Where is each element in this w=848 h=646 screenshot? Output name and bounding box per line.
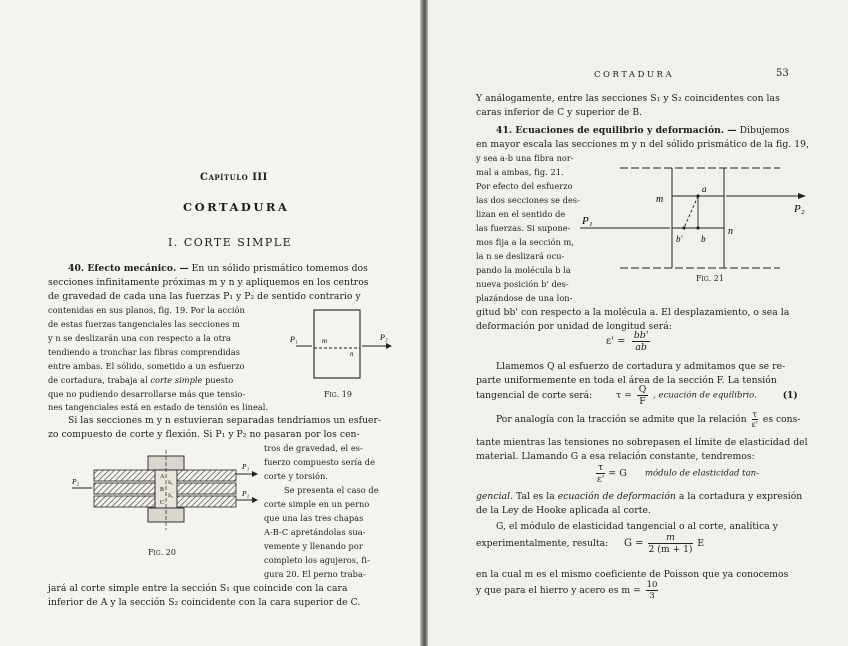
figure-20-caption: Fig. 20 — [148, 548, 176, 557]
text-line: pando la molécula b la — [476, 265, 571, 275]
text-line: nes tangenciales está en estado de tensión es lineal. — [48, 402, 269, 412]
text-line: en mayor escala las secciones m y n del sólido prismático de la fig. 19, — [476, 139, 809, 150]
text-line — [48, 374, 233, 387]
equation-modulus — [596, 462, 759, 485]
figure-label-b: b — [701, 234, 706, 244]
text-line: mos fija a la sección m, — [476, 237, 574, 247]
section-title: I. CORTE SIMPLE — [168, 236, 293, 249]
figure-label-s1: S₁ — [168, 480, 173, 486]
text-span: es cons- — [762, 414, 801, 425]
equation-label: , ecuación de equilibrio. — [653, 390, 757, 401]
text-line — [476, 490, 802, 503]
text-line: gitud bb' con respecto a la molécula a. El desplazamiento, o sea la — [476, 307, 790, 318]
right-page — [428, 0, 848, 646]
left-page — [0, 0, 420, 646]
fraction — [637, 384, 649, 407]
figure-19-caption: Fig. 19 — [324, 390, 352, 399]
fraction-denominator: F — [639, 396, 646, 407]
chapter-label: Capítulo III — [200, 172, 268, 183]
equation-rhs: E — [697, 538, 705, 549]
text-line: plazándose de una lon- — [476, 293, 573, 303]
text-line: Llamemos Q al esfuerzo de cortadura y admitamos que se re- — [496, 361, 786, 372]
paragraph-heading: 41. Ecuaciones de equilibrio y deformación. — — [496, 125, 737, 136]
figure-19 — [286, 306, 396, 402]
text-line: tros de gravedad, el es- — [264, 443, 363, 453]
text-line: contenidas en sus planos, fig. 19. Por la acción — [48, 305, 245, 315]
paragraph-41-line — [496, 124, 789, 137]
figure-label-b: B — [160, 487, 165, 493]
figure-label-n: n — [350, 350, 354, 358]
text-line: deformación por unidad de longitud será: — [476, 321, 672, 332]
equation-label: módulo de elasticidad tan- — [644, 468, 760, 479]
text-line: de estas fuerzas tangenciales las secciones m — [48, 319, 240, 329]
text-line: mal a ambas, fig. 21. — [476, 167, 564, 177]
text-line: corte y torsión. — [264, 471, 328, 481]
fraction-denominator: 3 — [649, 591, 655, 601]
text-line — [496, 410, 800, 429]
figure-20 — [72, 450, 262, 542]
figure-label-p1-right: P₁ — [242, 462, 250, 471]
text-line: las fuerzas. Si supone- — [476, 223, 571, 233]
text-line: fuerzo compuesto sería de — [264, 457, 375, 467]
text-line: la n se deslizará ocu- — [476, 251, 565, 261]
text-span: tangencial de corte será: — [476, 390, 593, 401]
fraction-numerator: Q — [638, 384, 647, 395]
text-line: en la cual m es el mismo coeficiente de Poisson que ya conocemos — [476, 569, 789, 580]
equation-lhs: τ = — [616, 390, 632, 401]
text-span: Tal es la — [513, 491, 558, 502]
fraction — [596, 462, 605, 485]
text-line: material. Llamando G a esa relación constante, tendremos: — [476, 451, 755, 462]
equation-line-g — [476, 532, 704, 555]
text-line: inferior de A y la sección S₂ coincidente con la cara superior de C. — [48, 597, 361, 608]
fraction-numerator: bb' — [633, 330, 649, 341]
emphasis-text: corte simple — [150, 375, 203, 385]
text-line: de gravedad de cada una las fuerzas P₁ y P₂ de sentido contrario y — [48, 291, 361, 302]
running-head: CORTADURA — [594, 70, 675, 80]
text-span: Dibujemos — [739, 125, 790, 136]
text-line: lizan en el sentido de — [476, 209, 566, 219]
text-line: A-B-C apretándolas sua- — [264, 527, 366, 537]
text-line: corte simple en un perno — [264, 499, 370, 509]
paragraph-heading: 40. Efecto mecánico. — — [68, 263, 189, 274]
chapter-title: CORTADURA — [183, 200, 290, 214]
text-line: que no pudiendo desarrollarse más que tensio- — [48, 389, 246, 399]
fraction-denominator: 2 (m + 1) — [648, 544, 693, 555]
text-span: Por analogía con la tracción se admite que la relación — [496, 414, 747, 425]
page-number: 53 — [776, 68, 789, 79]
fraction-denominator: ab — [635, 342, 647, 353]
paragraph-40-line — [68, 262, 368, 275]
text-line: parte uniformemente en toda el área de la sección F. La tensión — [476, 375, 777, 386]
text-line: jará al corte simple entre la sección S₁ que coincide con la cara — [48, 583, 348, 594]
text-line: zo compuesto de corte y flexión. Si P₁ y P₂ no pasaran por los cen- — [48, 429, 360, 440]
figure-label-p1: P₁ — [582, 215, 593, 227]
figure-label-m: m — [656, 194, 664, 205]
equation-line-1 — [476, 384, 798, 407]
text-span: y que para el hierro y acero es m = — [476, 585, 641, 596]
text-line: completo los agujeros, fi- — [264, 555, 370, 565]
figure-label-b-prime: b' — [676, 234, 683, 244]
fraction-numerator: τ — [598, 462, 604, 473]
figure-label-a: a — [702, 184, 707, 194]
text-line: y n se deslizarán una con respecto a la otra — [48, 333, 231, 343]
equation-number: (1) — [782, 390, 798, 401]
text-line: las dos secciones se des- — [476, 195, 580, 205]
text-span: experimentalmente, resulta: — [476, 538, 609, 549]
figure-label-p2: P₂ — [794, 203, 805, 215]
text-line: tendiendo a tronchar las fibras comprendidas — [48, 347, 241, 357]
text-line: y sea a-b una fibra nor- — [476, 153, 574, 163]
figure-label-p1: P₁ — [290, 335, 298, 344]
equation-lhs: G = — [624, 538, 644, 549]
book-gutter — [420, 0, 428, 646]
text-line: vemente y llenando por — [264, 541, 363, 551]
figure-21 — [580, 150, 820, 278]
text-line: Se presenta el caso de — [284, 485, 379, 495]
equation-rhs: = G — [608, 468, 627, 479]
text-line: gura 20. El perno traba- — [264, 569, 366, 579]
text-span: a la cortadura y expresión — [675, 491, 803, 502]
text-line — [476, 580, 658, 601]
text-line: tante mientras las tensiones no sobrepasen el límite de elasticidad del — [476, 437, 808, 448]
figure-21-caption: Fig. 21 — [696, 274, 724, 283]
text-span: de cortadura, trabaja al — [48, 375, 151, 385]
text-line: Por efecto del esfuerzo — [476, 181, 573, 191]
fraction-numerator: m — [648, 532, 692, 544]
emphasis-text: gencial. — [476, 491, 514, 502]
text-line: Si las secciones m y n estuvieran separadas tendríamos un esfuer- — [68, 415, 382, 426]
equation-lhs: ε' = — [606, 336, 626, 347]
figure-label-s2: S₂ — [168, 493, 173, 499]
text-span: En un sólido prismático tomemos dos — [191, 263, 368, 274]
fraction-numerator: τ — [752, 410, 757, 419]
text-line: entre ambas. El sólido, sometido a un esfuerzo — [48, 361, 245, 371]
emphasis-text: ecuación de deformación — [557, 491, 676, 502]
text-line: secciones infinitamente próximas m y n y apliquemos en los centros — [48, 277, 369, 288]
text-line: G, el módulo de elasticidad tangencial o al corte, analítica y — [496, 521, 779, 532]
text-line: nueva posición b' des- — [476, 279, 569, 289]
text-line: caras inferior de C y superior de B. — [476, 107, 643, 118]
figure-label-c: C — [160, 500, 165, 506]
figure-label-m: m — [322, 337, 328, 345]
fraction-numerator: 10 — [646, 580, 658, 590]
equation-strain — [606, 330, 650, 353]
fraction-denominator: ε' — [596, 474, 605, 485]
fraction-denominator: ε' — [751, 420, 758, 429]
fraction — [648, 532, 692, 555]
fraction — [752, 410, 758, 429]
text-line: Y análogamente, entre las secciones S₁ y S₂ coincidentes con las — [476, 93, 780, 104]
text-span: puesto — [202, 375, 234, 385]
figure-label-p2-right: P₂ — [242, 489, 250, 498]
fraction — [646, 580, 659, 601]
figure-label-a: A — [160, 474, 165, 480]
fraction — [632, 330, 651, 353]
figure-label-n: n — [728, 226, 733, 237]
text-line: que una las tres chapas — [264, 513, 364, 523]
figure-label-p2-left: P₂ — [72, 477, 80, 486]
figure-label-p2: P₂ — [380, 333, 388, 342]
text-line: de la Ley de Hooke aplicada al corte. — [476, 505, 651, 516]
